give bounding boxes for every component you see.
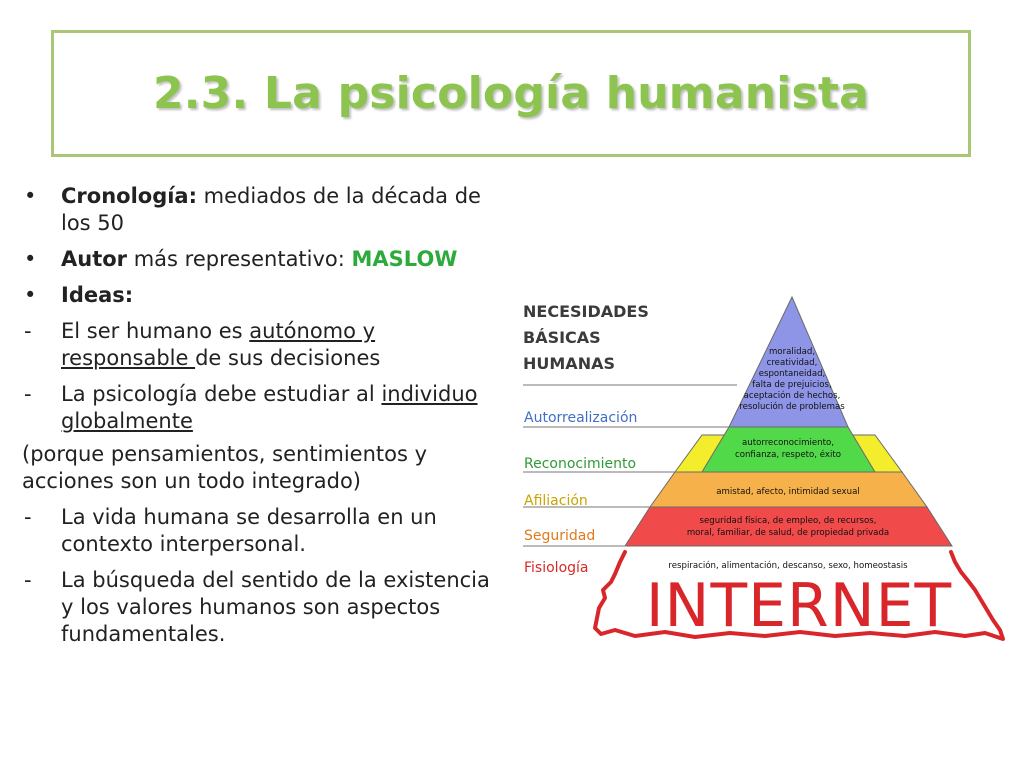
content-list [22,183,497,657]
level-text-autorrealizacion: aceptación de hechos, [743,391,841,401]
slide-title: 2.3. La psicología humanista [152,68,870,119]
idea-item-1 [22,318,497,372]
level-text-reconocimiento: confianza, respeto, éxito [735,450,841,460]
title-box [51,30,971,157]
level-text-autorrealizacion: moralidad, [768,347,816,357]
pyramid-heading-line: HUMANAS [523,354,615,373]
bullet-marker: • [24,184,37,208]
level-text-autorrealizacion: espontaneidad, [758,369,826,379]
pyramid-heading-line: NECESIDADES [523,302,649,321]
level-text-autorrealizacion: falta de prejuicios, [752,380,832,390]
level-text-autorrealizacion: creatividad, [766,358,818,368]
level-text-afiliacion: amistad, afecto, intimidad sexual [716,487,860,497]
chronology-label: Cronología: [61,184,197,208]
dash-marker: - [24,505,32,529]
pyramid-heading [523,302,649,373]
level-label-fisiologia: Fisiología [524,560,589,576]
level-text-reconocimiento: autorreconocimiento, [741,438,835,448]
dash-marker: - [24,382,32,406]
idea-1-underlined: autónomo y responsable [61,319,376,370]
idea-3-text: La vida humana se desarrolla en un contexto interpersonal. [61,505,437,556]
idea-item-4 [22,567,497,648]
internet-base-text: INTERNET [645,571,953,641]
idea-2-underlined: individuo globalmente [61,382,478,433]
level-label-autorrealizacion: Autorrealización [524,410,638,426]
idea-4-text: La búsqueda del sentido de la existencia y los valores humanos son aspectos fundamentales. [61,568,490,646]
idea-1-text-b: de sus decisiones [195,346,381,370]
bullet-marker: • [24,283,37,307]
dash-marker: - [24,319,32,343]
level-label-seguridad: Seguridad [524,528,596,544]
level-text-fisiologia: respiración, alimentación, descanso, sexo, homeostasis [668,561,908,571]
idea-item-3 [22,504,497,558]
idea-item-2 [22,381,497,435]
pyramid-level-fisiologia [625,507,952,546]
dash-marker: - [24,568,32,592]
pyramid-heading-line: BÁSICAS [523,328,601,347]
level-label-reconocimiento: Reconocimiento [524,456,637,472]
author-text: más representativo: [127,247,352,271]
ideas-label: Ideas: [61,283,134,307]
maslow-pyramid-diagram [515,290,1010,660]
level-text-seguridad: moral, familiar, de salud, de propiedad privada [686,528,890,538]
idea-1-text-a: El ser humano es [61,319,250,343]
list-item-chronology [22,183,497,237]
author-name: MASLOW [351,247,458,271]
list-item-author [22,246,497,273]
idea-note: (porque pensamientos, sentimientos y acciones son un todo integrado) [22,442,428,493]
level-text-autorrealizacion: resolución de problemas [739,402,845,412]
level-label-afiliacion: Afiliación [524,493,588,509]
bullet-marker: • [24,247,37,271]
author-label: Autor [61,247,128,271]
level-text-seguridad: seguridad física, de empleo, de recursos, [699,516,877,526]
list-item-ideas [22,282,497,309]
chronology-text: mediados de la década de los 50 [61,184,481,235]
idea-2-text-a: La psicología debe estudiar al [61,382,382,406]
